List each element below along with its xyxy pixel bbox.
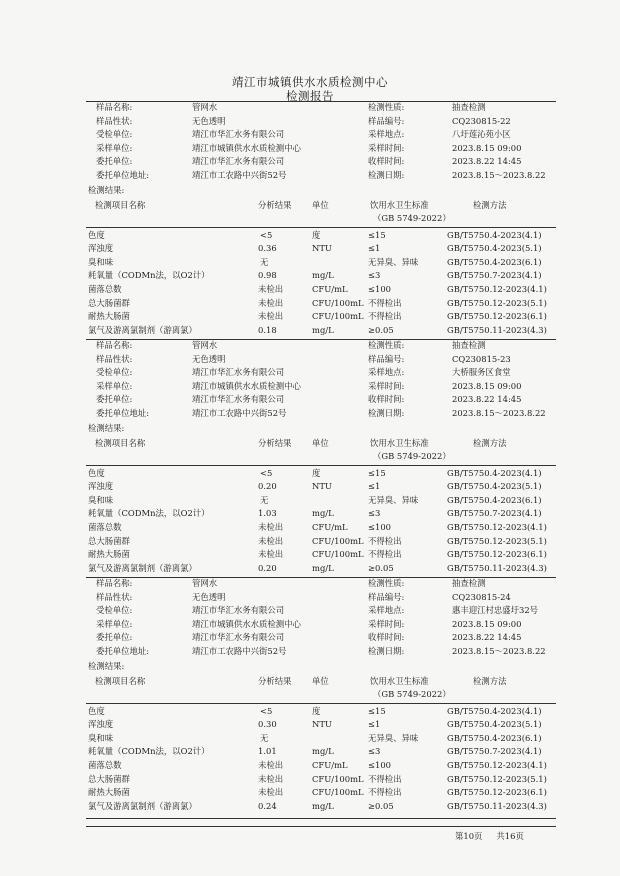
cell-item: 耐热大肠菌 bbox=[88, 549, 130, 560]
cell-standard: ≤15 bbox=[368, 467, 386, 478]
value-entrust: 靖江市华汇水务有限公司 bbox=[192, 632, 285, 643]
label-address: 委托单位地址: bbox=[96, 646, 150, 656]
col-header-unit: 单位 bbox=[312, 199, 329, 210]
cell-item: 耐热大肠菌 bbox=[88, 311, 130, 322]
value-sample-state: 无色透明 bbox=[192, 353, 226, 364]
label-receive-time: 收样时间: bbox=[368, 394, 405, 405]
cell-method: GB/T5750.7-2023(4.1) bbox=[447, 270, 542, 281]
cell-method: GB/T5750.7-2023(4.1) bbox=[447, 746, 542, 757]
cell-item: 耐热大肠菌 bbox=[88, 787, 130, 798]
cell-result: 无 bbox=[260, 256, 269, 267]
label-test-date: 检测日期: bbox=[368, 646, 405, 656]
cell-standard: ≤15 bbox=[368, 229, 386, 240]
label-entrust: 委托单位: bbox=[96, 394, 133, 405]
cell-result: 1.01 bbox=[258, 746, 277, 757]
cell-standard: ≤3 bbox=[368, 270, 381, 281]
cell-item: 浑浊度 bbox=[88, 243, 114, 254]
value-client: 靖江市华汇水务有限公司 bbox=[192, 129, 285, 140]
cell-method: GB/T5750.4-2023(5.1) bbox=[447, 481, 542, 492]
cell-standard: ≤1 bbox=[368, 243, 381, 254]
cell-result: 0.24 bbox=[258, 800, 277, 811]
cell-result: <5 bbox=[260, 705, 273, 716]
cell-item: 菌落总数 bbox=[88, 522, 122, 532]
value-test-date: 2023.8.15～2023.8.22 bbox=[452, 408, 546, 418]
cell-result: 未检出 bbox=[258, 773, 284, 784]
cell-method: GB/T5750.7-2023(4.1) bbox=[447, 508, 542, 519]
cell-result: 0.18 bbox=[258, 324, 277, 335]
cell-standard: ≥0.05 bbox=[368, 324, 394, 335]
cell-standard: 不得检出 bbox=[368, 535, 402, 546]
cell-unit: CFU/100mL bbox=[312, 787, 364, 798]
divider-line bbox=[86, 703, 556, 704]
cell-method: GB/T5750.12-2023(5.1) bbox=[447, 297, 547, 308]
label-address: 委托单位地址: bbox=[96, 170, 150, 180]
col-header-result: 分析结果 bbox=[258, 675, 292, 686]
value-entrust: 靖江市华汇水务有限公司 bbox=[192, 394, 285, 405]
report-subtitle: 检测报告 bbox=[286, 89, 334, 103]
col-header-standard: 饮用水卫生标准 bbox=[370, 437, 429, 448]
cell-method: GB/T5750.4-2023(4.1) bbox=[447, 229, 542, 240]
cell-result: 未检出 bbox=[258, 297, 284, 308]
cell-result: 未检出 bbox=[258, 787, 284, 798]
label-test-type: 检测性质: bbox=[368, 578, 405, 588]
col-header-method: 检测方法 bbox=[473, 675, 507, 686]
value-location: 惠丰迎江村忠盛圩32号 bbox=[452, 605, 539, 616]
divider-line bbox=[86, 826, 556, 827]
col-header-result: 分析结果 bbox=[258, 199, 292, 210]
divider-line bbox=[86, 818, 556, 819]
label-test-date: 检测日期: bbox=[368, 408, 405, 418]
label-entrust: 委托单位: bbox=[96, 156, 133, 167]
label-sample-no: 样品编号: bbox=[368, 353, 405, 364]
col-header-standard-code: （GB 5749-2022） bbox=[373, 688, 451, 699]
cell-standard: 不得检出 bbox=[368, 311, 402, 322]
cell-item: 浑浊度 bbox=[88, 481, 114, 492]
cell-item: 总大肠菌群 bbox=[88, 535, 130, 546]
cell-method: GB/T5750.4-2023(5.1) bbox=[447, 719, 542, 730]
page-total: 共16页 bbox=[496, 831, 524, 841]
col-header-standard: 饮用水卫生标准 bbox=[370, 199, 429, 210]
value-receive-time: 2023.8.22 14:45 bbox=[452, 632, 522, 643]
label-sample-no: 样品编号: bbox=[368, 591, 405, 602]
cell-item: 浑浊度 bbox=[88, 719, 114, 730]
cell-unit: NTU bbox=[312, 243, 332, 254]
label-sampler: 采样单位: bbox=[96, 380, 133, 391]
cell-item: 总大肠菌群 bbox=[88, 773, 130, 784]
cell-unit: NTU bbox=[312, 481, 332, 492]
value-sample-name: 管网水 bbox=[192, 578, 218, 588]
cell-standard: 不得检出 bbox=[368, 297, 402, 308]
cell-method: GB/T5750.4-2023(4.1) bbox=[447, 705, 542, 716]
label-entrust: 委托单位: bbox=[96, 632, 133, 643]
value-address: 靖江市工农路中兴街52号 bbox=[192, 408, 287, 418]
label-client: 受检单位: bbox=[96, 129, 133, 140]
cell-standard: 不得检出 bbox=[368, 549, 402, 560]
page-number: 第10页 bbox=[455, 831, 483, 841]
cell-result: 未检出 bbox=[258, 311, 284, 322]
value-sample-no: CQ230815-23 bbox=[452, 353, 511, 364]
value-address: 靖江市工农路中兴街52号 bbox=[192, 646, 287, 656]
divider-line bbox=[86, 465, 556, 466]
label-sampler: 采样单位: bbox=[96, 618, 133, 629]
label-sample-state: 样品性状: bbox=[96, 115, 133, 126]
value-location: 大桥服务区食堂 bbox=[452, 367, 511, 378]
value-sample-time: 2023.8.15 09:00 bbox=[452, 618, 522, 629]
cell-standard: 无异臭、异味 bbox=[368, 256, 419, 267]
col-header-item: 检测项目名称 bbox=[95, 199, 146, 210]
cell-unit: CFU/100mL bbox=[312, 549, 364, 560]
label-address: 委托单位地址: bbox=[96, 408, 150, 418]
cell-item: 耗氧量（CODMn法，以O2计） bbox=[88, 746, 210, 757]
label-test-date: 检测日期: bbox=[368, 170, 405, 180]
label-test-type: 检测性质: bbox=[368, 340, 405, 350]
results-heading: 检测结果: bbox=[88, 660, 125, 671]
cell-item: 色度 bbox=[88, 467, 105, 478]
cell-standard: ≤3 bbox=[368, 508, 381, 519]
cell-item: 色度 bbox=[88, 705, 105, 716]
col-header-item: 检测项目名称 bbox=[95, 675, 146, 686]
value-sample-no: CQ230815-22 bbox=[452, 115, 511, 126]
cell-unit: CFU/mL bbox=[312, 760, 348, 770]
divider-line bbox=[86, 577, 556, 578]
cell-standard: ≤15 bbox=[368, 705, 386, 716]
cell-result: <5 bbox=[260, 229, 273, 240]
cell-unit: CFU/100mL bbox=[312, 535, 364, 546]
value-client: 靖江市华汇水务有限公司 bbox=[192, 367, 285, 378]
label-location: 采样地点: bbox=[368, 605, 405, 616]
value-sample-state: 无色透明 bbox=[192, 115, 226, 126]
value-sample-time: 2023.8.15 09:00 bbox=[452, 142, 522, 153]
cell-item: 耗氧量（CODMn法，以O2计） bbox=[88, 270, 210, 281]
label-test-type: 检测性质: bbox=[368, 102, 405, 112]
cell-result: <5 bbox=[260, 467, 273, 478]
value-receive-time: 2023.8.22 14:45 bbox=[452, 394, 522, 405]
value-sampler: 靖江市城镇供水水质检测中心 bbox=[192, 142, 301, 153]
col-header-result: 分析结果 bbox=[258, 437, 292, 448]
value-sample-name: 管网水 bbox=[192, 340, 218, 350]
cell-result: 0.30 bbox=[258, 719, 277, 730]
value-test-type: 抽查检测 bbox=[452, 340, 486, 350]
cell-unit: CFU/100mL bbox=[312, 311, 364, 322]
cell-method: GB/T5750.4-2023(5.1) bbox=[447, 243, 542, 254]
col-header-method: 检测方法 bbox=[473, 437, 507, 448]
cell-standard: ≥0.05 bbox=[368, 562, 394, 573]
cell-result: 0.20 bbox=[258, 562, 277, 573]
cell-standard: ≥0.05 bbox=[368, 800, 394, 811]
cell-item: 臭和味 bbox=[88, 494, 114, 505]
cell-unit: 度 bbox=[312, 705, 321, 716]
label-sample-time: 采样时间: bbox=[368, 618, 405, 629]
cell-result: 未检出 bbox=[258, 535, 284, 546]
cell-item: 菌落总数 bbox=[88, 284, 122, 294]
col-header-standard-code: （GB 5749-2022） bbox=[373, 450, 451, 461]
cell-method: GB/T5750.12-2023(6.1) bbox=[447, 549, 547, 560]
cell-result: 0.98 bbox=[258, 270, 277, 281]
cell-item: 氯气及游离氯制剂（游离氯） bbox=[88, 324, 197, 335]
col-header-item: 检测项目名称 bbox=[95, 437, 146, 448]
label-client: 受检单位: bbox=[96, 605, 133, 616]
cell-item: 氯气及游离氯制剂（游离氯） bbox=[88, 562, 197, 573]
label-sample-name: 样品名称: bbox=[96, 340, 133, 350]
cell-method: GB/T5750.4-2023(6.1) bbox=[447, 732, 542, 743]
value-entrust: 靖江市华汇水务有限公司 bbox=[192, 156, 285, 167]
value-sample-state: 无色透明 bbox=[192, 591, 226, 602]
cell-method: GB/T5750.11-2023(4.3) bbox=[447, 800, 547, 811]
cell-standard: ≤100 bbox=[368, 522, 392, 532]
cell-result: 无 bbox=[260, 494, 269, 505]
cell-method: GB/T5750.12-2023(5.1) bbox=[447, 773, 547, 784]
cell-standard: ≤100 bbox=[368, 760, 392, 770]
cell-item: 氯气及游离氯制剂（游离氯） bbox=[88, 800, 197, 811]
value-test-type: 抽查检测 bbox=[452, 578, 486, 588]
value-test-date: 2023.8.15～2023.8.22 bbox=[452, 646, 546, 656]
divider-line bbox=[86, 101, 556, 102]
divider-line bbox=[86, 227, 556, 228]
cell-method: GB/T5750.11-2023(4.3) bbox=[447, 324, 547, 335]
cell-method: GB/T5750.12-2023(4.1) bbox=[447, 522, 547, 532]
cell-item: 色度 bbox=[88, 229, 105, 240]
value-test-date: 2023.8.15～2023.8.22 bbox=[452, 170, 546, 180]
cell-standard: ≤100 bbox=[368, 284, 392, 294]
value-receive-time: 2023.8.22 14:45 bbox=[452, 156, 522, 167]
label-sample-state: 样品性状: bbox=[96, 591, 133, 602]
cell-item: 臭和味 bbox=[88, 256, 114, 267]
value-sampler: 靖江市城镇供水水质检测中心 bbox=[192, 380, 301, 391]
cell-standard: 无异臭、异味 bbox=[368, 494, 419, 505]
cell-result: 无 bbox=[260, 732, 269, 743]
cell-unit: mg/L bbox=[312, 270, 334, 281]
label-receive-time: 收样时间: bbox=[368, 156, 405, 167]
label-sampler: 采样单位: bbox=[96, 142, 133, 153]
divider-line bbox=[86, 339, 556, 340]
cell-standard: ≤3 bbox=[368, 746, 381, 757]
cell-unit: NTU bbox=[312, 719, 332, 730]
cell-unit: CFU/100mL bbox=[312, 297, 364, 308]
cell-item: 菌落总数 bbox=[88, 760, 122, 770]
cell-result: 未检出 bbox=[258, 284, 284, 294]
cell-standard: 不得检出 bbox=[368, 787, 402, 798]
cell-unit: mg/L bbox=[312, 562, 334, 573]
cell-method: GB/T5750.12-2023(4.1) bbox=[447, 760, 547, 770]
value-sampler: 靖江市城镇供水水质检测中心 bbox=[192, 618, 301, 629]
cell-standard: ≤1 bbox=[368, 719, 381, 730]
cell-unit: mg/L bbox=[312, 800, 334, 811]
cell-unit: CFU/mL bbox=[312, 522, 348, 532]
cell-standard: 不得检出 bbox=[368, 773, 402, 784]
cell-method: GB/T5750.12-2023(6.1) bbox=[447, 787, 547, 798]
cell-result: 未检出 bbox=[258, 522, 284, 532]
col-header-unit: 单位 bbox=[312, 437, 329, 448]
cell-method: GB/T5750.12-2023(6.1) bbox=[447, 311, 547, 322]
cell-method: GB/T5750.12-2023(4.1) bbox=[447, 284, 547, 294]
col-header-method: 检测方法 bbox=[473, 199, 507, 210]
label-client: 受检单位: bbox=[96, 367, 133, 378]
cell-method: GB/T5750.4-2023(6.1) bbox=[447, 256, 542, 267]
cell-method: GB/T5750.4-2023(6.1) bbox=[447, 494, 542, 505]
results-heading: 检测结果: bbox=[88, 422, 125, 433]
value-client: 靖江市华汇水务有限公司 bbox=[192, 605, 285, 616]
cell-unit: mg/L bbox=[312, 508, 334, 519]
value-address: 靖江市工农路中兴街52号 bbox=[192, 170, 287, 180]
cell-unit: mg/L bbox=[312, 324, 334, 335]
cell-method: GB/T5750.11-2023(4.3) bbox=[447, 562, 547, 573]
label-location: 采样地点: bbox=[368, 367, 405, 378]
cell-unit: CFU/100mL bbox=[312, 773, 364, 784]
cell-result: 0.20 bbox=[258, 481, 277, 492]
report-org-title: 靖江市城镇供水水质检测中心 bbox=[232, 75, 388, 89]
label-sample-name: 样品名称: bbox=[96, 102, 133, 112]
label-sample-name: 样品名称: bbox=[96, 578, 133, 588]
value-sample-time: 2023.8.15 09:00 bbox=[452, 380, 522, 391]
cell-result: 1.03 bbox=[258, 508, 277, 519]
value-sample-no: CQ230815-24 bbox=[452, 591, 511, 602]
cell-unit: 度 bbox=[312, 229, 321, 240]
cell-item: 总大肠菌群 bbox=[88, 297, 130, 308]
label-sample-time: 采样时间: bbox=[368, 142, 405, 153]
col-header-standard: 饮用水卫生标准 bbox=[370, 675, 429, 686]
value-sample-name: 管网水 bbox=[192, 102, 218, 112]
label-sample-no: 样品编号: bbox=[368, 115, 405, 126]
cell-item: 臭和味 bbox=[88, 732, 114, 743]
cell-unit: mg/L bbox=[312, 746, 334, 757]
label-sample-time: 采样时间: bbox=[368, 380, 405, 391]
col-header-unit: 单位 bbox=[312, 675, 329, 686]
cell-method: GB/T5750.12-2023(5.1) bbox=[447, 535, 547, 546]
cell-item: 耗氧量（CODMn法，以O2计） bbox=[88, 508, 210, 519]
cell-unit: 度 bbox=[312, 467, 321, 478]
value-location: 八圩莲沁苑小区 bbox=[452, 129, 511, 140]
page-footer bbox=[455, 830, 538, 842]
cell-method: GB/T5750.4-2023(4.1) bbox=[447, 467, 542, 478]
cell-result: 未检出 bbox=[258, 760, 284, 770]
results-heading: 检测结果: bbox=[88, 184, 125, 195]
label-sample-state: 样品性状: bbox=[96, 353, 133, 364]
cell-unit: CFU/mL bbox=[312, 284, 348, 294]
label-receive-time: 收样时间: bbox=[368, 632, 405, 643]
value-test-type: 抽查检测 bbox=[452, 102, 486, 112]
cell-result: 未检出 bbox=[258, 549, 284, 560]
col-header-standard-code: （GB 5749-2022） bbox=[373, 212, 451, 223]
cell-standard: 无异臭、异味 bbox=[368, 732, 419, 743]
cell-result: 0.36 bbox=[258, 243, 277, 254]
label-location: 采样地点: bbox=[368, 129, 405, 140]
cell-standard: ≤1 bbox=[368, 481, 381, 492]
